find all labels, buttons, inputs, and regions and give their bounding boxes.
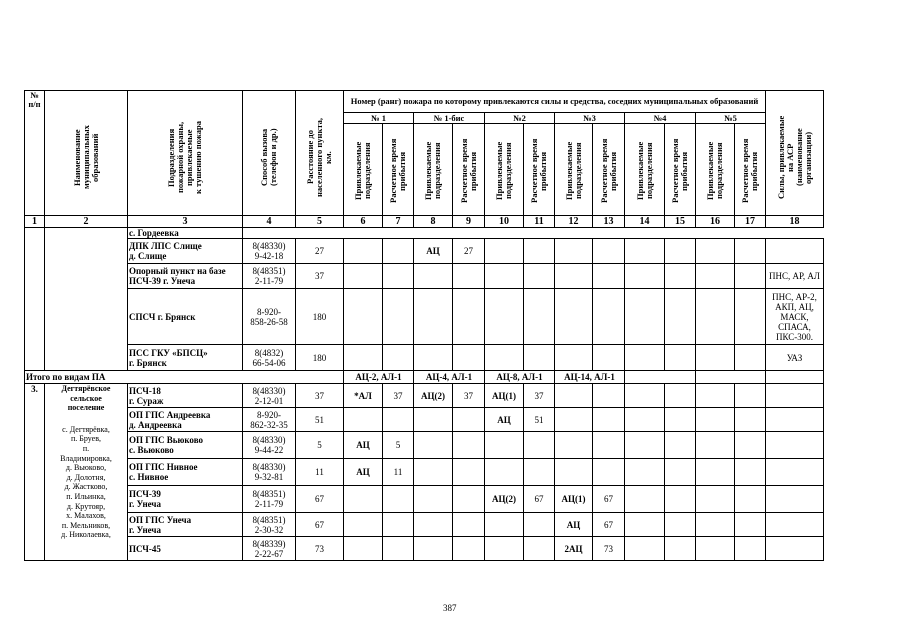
rank1-unit-cell <box>344 486 383 513</box>
column-number: 7 <box>383 216 414 228</box>
table-row <box>25 289 824 345</box>
rank4-time-cell <box>665 408 696 432</box>
distance-cell: 37 <box>296 264 344 289</box>
summary-asr <box>766 371 824 384</box>
rank5-time-cell <box>735 345 766 371</box>
rank3-time-cell: 73 <box>593 537 625 561</box>
distance-cell: 51 <box>296 408 344 432</box>
column-number-row <box>25 216 824 228</box>
table-row <box>25 486 824 513</box>
column-number: 18 <box>766 216 824 228</box>
rank1bis-unit-cell <box>414 459 453 486</box>
rank4-unit-cell <box>625 264 665 289</box>
rank4-time-cell <box>665 239 696 264</box>
rank3-time-cell <box>593 408 625 432</box>
rank1-time-cell: 11 <box>383 459 414 486</box>
rank4-time-cell <box>665 432 696 459</box>
table-row <box>25 264 824 289</box>
rank5-time-cell <box>735 432 766 459</box>
header-fire-units: Подразделения пожарной охраны, привлекаемые к тушению пожара <box>128 91 243 216</box>
rank3-unit-cell <box>555 432 593 459</box>
asr-cell <box>766 459 824 486</box>
fire-unit-cell: ОП ГПС Вьюково с. Вьюково <box>128 432 243 459</box>
rank1-unit-cell <box>344 264 383 289</box>
rank4-unit-cell <box>625 486 665 513</box>
rank1bis-unit-cell <box>414 264 453 289</box>
rank3-unit-cell <box>555 239 593 264</box>
rank1bis-unit-cell: АЦ(2) <box>414 384 453 408</box>
column-number: 17 <box>735 216 766 228</box>
rank4-unit-cell <box>625 459 665 486</box>
rank3-unit-cell <box>555 264 593 289</box>
table-row <box>25 239 824 264</box>
rank1bis-unit-cell <box>414 513 453 537</box>
header-units-r1bis: Привлекаемые подразделения <box>414 124 453 216</box>
rank1bis-unit-cell <box>414 408 453 432</box>
table-row <box>25 228 824 239</box>
rank2-time-cell: 67 <box>524 486 555 513</box>
asr-cell: УАЗ <box>766 345 824 371</box>
rank2-unit-cell: АЦ <box>485 408 524 432</box>
column-number: 4 <box>243 216 296 228</box>
fire-unit-cell: ОП ГПС Нивное с. Нивное <box>128 459 243 486</box>
rank5-unit-cell <box>696 384 735 408</box>
summary-rank1bis: АЦ-4, АЛ-1 <box>414 371 485 384</box>
header-rank-5: №5 <box>696 113 766 124</box>
page-number: 387 <box>443 603 457 613</box>
rank1bis-time-cell: 37 <box>453 384 485 408</box>
distance-cell: 67 <box>296 513 344 537</box>
rank1-time-cell <box>383 408 414 432</box>
rank1-unit-cell: АЦ <box>344 432 383 459</box>
rank2-time-cell <box>524 459 555 486</box>
rank5-time-cell <box>735 384 766 408</box>
header-time-r3: Расчетное время прибытия <box>593 124 625 216</box>
municipality-name: Дегтярёвское сельское поселение <box>61 384 111 413</box>
header-time-r5: Расчетное время прибытия <box>735 124 766 216</box>
rank2-unit-cell <box>485 513 524 537</box>
table-row <box>25 384 824 408</box>
column-number: 11 <box>524 216 555 228</box>
distance-cell: 5 <box>296 432 344 459</box>
rank4-time-cell <box>665 537 696 561</box>
header-units-r2: Привлекаемые подразделения <box>485 124 524 216</box>
fire-unit-cell: с. Гордеевка <box>128 228 243 239</box>
rank1bis-unit-cell: АЦ <box>414 239 453 264</box>
rank2-time-cell <box>524 537 555 561</box>
municipality-cell <box>45 384 128 561</box>
table-row <box>25 432 824 459</box>
column-number: 10 <box>485 216 524 228</box>
rank5-unit-cell <box>696 486 735 513</box>
asr-cell: ПНС, АР, АЛ <box>766 264 824 289</box>
summary-rank3: АЦ-14, АЛ-1 <box>555 371 625 384</box>
rank2-time-cell <box>524 289 555 345</box>
header-rank-2: №2 <box>485 113 555 124</box>
rank1bis-time-cell <box>453 486 485 513</box>
rank5-time-cell <box>735 264 766 289</box>
phone-cell: 8(48330) 2-12-01 <box>243 384 296 408</box>
header-units-r1: Привлекаемые подразделения <box>344 124 383 216</box>
phone-cell: 8(48351) 2-11-79 <box>243 486 296 513</box>
rank1bis-time-cell <box>453 408 485 432</box>
summary-rank2: АЦ-8, АЛ-1 <box>485 371 555 384</box>
asr-cell <box>766 537 824 561</box>
table-row <box>25 537 824 561</box>
rank1bis-time-cell <box>453 345 485 371</box>
phone-cell: 8(48351) 2-30-32 <box>243 513 296 537</box>
rank1-unit-cell: АЦ <box>344 459 383 486</box>
distance-cell: 180 <box>296 289 344 345</box>
rank2-time-cell: 51 <box>524 408 555 432</box>
fire-unit-cell: Опорный пункт на базе ПСЧ-39 г. Унеча <box>128 264 243 289</box>
rank2-time-cell: 37 <box>524 384 555 408</box>
table-row <box>25 513 824 537</box>
asr-cell: ПНС, АР-2, АКП, АЦ, МАСК, СПАСА, ПКС-300. <box>766 289 824 345</box>
rank1-time-cell <box>383 537 414 561</box>
rank3-unit-cell <box>555 345 593 371</box>
rank4-unit-cell <box>625 384 665 408</box>
header-time-r4: Расчетное время прибытия <box>665 124 696 216</box>
fire-unit-cell: ПСС ГКУ «БПСЦ» г. Брянск <box>128 345 243 371</box>
header-time-r1bis: Расчетное время прибытия <box>453 124 485 216</box>
rank4-time-cell <box>665 459 696 486</box>
phone-cell: 8(48339) 2-22-67 <box>243 537 296 561</box>
phone-cell: 8(48330) 9-44-22 <box>243 432 296 459</box>
rank3-unit-cell: АЦ(1) <box>555 486 593 513</box>
rank4-unit-cell <box>625 239 665 264</box>
distance-cell: 180 <box>296 345 344 371</box>
rank1-time-cell <box>383 239 414 264</box>
rank4-unit-cell <box>625 408 665 432</box>
rank2-unit-cell <box>485 537 524 561</box>
rank1bis-time-cell <box>453 432 485 459</box>
rank3-time-cell <box>593 289 625 345</box>
header-municipality: Наименование муниципальных образований <box>45 91 128 216</box>
rank1-unit-cell <box>344 345 383 371</box>
rank2-unit-cell <box>485 345 524 371</box>
rank2-unit-cell <box>485 289 524 345</box>
rank1bis-unit-cell <box>414 289 453 345</box>
rank4-unit-cell <box>625 537 665 561</box>
rank5-time-cell <box>735 513 766 537</box>
rank1bis-time-cell <box>453 289 485 345</box>
header-units-r4: Привлекаемые подразделения <box>625 124 665 216</box>
municipality-empty <box>45 228 128 371</box>
summary-rank5 <box>696 371 766 384</box>
fire-unit-cell: ОП ГПС Унеча г. Унеча <box>128 513 243 537</box>
header-call-method: Способ вызова (телефон и др.) <box>243 91 296 216</box>
rank5-unit-cell <box>696 264 735 289</box>
rank3-time-cell <box>593 264 625 289</box>
rank5-unit-cell <box>696 432 735 459</box>
rank5-time-cell <box>735 408 766 432</box>
rank1bis-unit-cell <box>414 432 453 459</box>
header-time-r1: Расчетное время прибытия <box>383 124 414 216</box>
rank5-unit-cell <box>696 289 735 345</box>
summary-label: Итого по видам ПА <box>25 371 344 384</box>
rank5-unit-cell <box>696 513 735 537</box>
distance-cell: 73 <box>296 537 344 561</box>
header-rank-1bis: № 1-бис <box>414 113 485 124</box>
rank3-time-cell: 67 <box>593 486 625 513</box>
header-num: № п/п <box>25 91 45 216</box>
fire-resources-table <box>24 90 824 561</box>
asr-cell <box>766 486 824 513</box>
rank4-unit-cell <box>625 513 665 537</box>
asr-cell <box>766 408 824 432</box>
fire-unit-cell: СПСЧ г. Брянск <box>128 289 243 345</box>
rank5-unit-cell <box>696 345 735 371</box>
rank4-unit-cell <box>625 345 665 371</box>
phone-cell: 8(48351) 2-11-79 <box>243 264 296 289</box>
rank1bis-time-cell <box>453 459 485 486</box>
fire-unit-cell: ДПК ЛПС Слище д. Слище <box>128 239 243 264</box>
rank1bis-time-cell <box>453 537 485 561</box>
phone-cell: 8(48330) 9-42-18 <box>243 239 296 264</box>
column-number: 6 <box>344 216 383 228</box>
section-number: 3. <box>25 384 45 561</box>
header-rank-1: № 1 <box>344 113 414 124</box>
phone-cell: 8-920- 862-32-35 <box>243 408 296 432</box>
rank1bis-time-cell: 27 <box>453 239 485 264</box>
rank1-unit-cell: *АЛ <box>344 384 383 408</box>
table-row <box>25 408 824 432</box>
summary-rank1: АЦ-2, АЛ-1 <box>344 371 414 384</box>
empty-span <box>243 228 824 239</box>
rank1-unit-cell <box>344 513 383 537</box>
rank3-unit-cell: АЦ <box>555 513 593 537</box>
asr-cell <box>766 513 824 537</box>
rank2-unit-cell <box>485 239 524 264</box>
rank1-unit-cell <box>344 239 383 264</box>
table-row <box>25 345 824 371</box>
rank1-time-cell <box>383 264 414 289</box>
rank5-unit-cell <box>696 408 735 432</box>
rank3-time-cell <box>593 459 625 486</box>
phone-cell: 8(48330) 9-32-81 <box>243 459 296 486</box>
rank2-time-cell <box>524 345 555 371</box>
rank3-time-cell: 67 <box>593 513 625 537</box>
rank1-time-cell <box>383 345 414 371</box>
rank5-time-cell <box>735 239 766 264</box>
column-number: 15 <box>665 216 696 228</box>
row-num-empty <box>25 228 45 371</box>
header-rank-group: Номер (ранг) пожара по которому привлекаются силы и средства, соседних муниципальных образований <box>344 91 766 113</box>
rank2-unit-cell <box>485 264 524 289</box>
column-number: 2 <box>45 216 128 228</box>
column-number: 12 <box>555 216 593 228</box>
rank4-unit-cell <box>625 432 665 459</box>
summary-rank4 <box>625 371 696 384</box>
rank1-unit-cell <box>344 408 383 432</box>
phone-cell: 8-920- 858-26-58 <box>243 289 296 345</box>
rank2-time-cell <box>524 513 555 537</box>
fire-unit-cell: ПСЧ-45 <box>128 537 243 561</box>
rank1-time-cell <box>383 513 414 537</box>
rank1bis-unit-cell <box>414 345 453 371</box>
header-units-r3: Привлекаемые подразделения <box>555 124 593 216</box>
rank4-time-cell <box>665 513 696 537</box>
rank4-unit-cell <box>625 289 665 345</box>
rank4-time-cell <box>665 264 696 289</box>
rank1-time-cell: 37 <box>383 384 414 408</box>
header-time-r2: Расчетное время прибытия <box>524 124 555 216</box>
rank3-unit-cell <box>555 459 593 486</box>
rank1-time-cell <box>383 486 414 513</box>
column-number: 9 <box>453 216 485 228</box>
rank3-unit-cell: 2АЦ <box>555 537 593 561</box>
rank2-unit-cell <box>485 432 524 459</box>
rank4-time-cell <box>665 384 696 408</box>
column-number: 8 <box>414 216 453 228</box>
distance-cell: 27 <box>296 239 344 264</box>
asr-cell <box>766 239 824 264</box>
fire-resources-table-page <box>24 90 824 561</box>
header-units-r5: Привлекаемые подразделения <box>696 124 735 216</box>
rank1bis-time-cell <box>453 513 485 537</box>
rank2-unit-cell: АЦ(1) <box>485 384 524 408</box>
rank1-time-cell: 5 <box>383 432 414 459</box>
rank3-unit-cell <box>555 289 593 345</box>
rank1bis-unit-cell <box>414 537 453 561</box>
rank3-unit-cell <box>555 408 593 432</box>
header-distance: Расстояние до населенного пункта, км. <box>296 91 344 216</box>
asr-cell <box>766 384 824 408</box>
rank1-time-cell <box>383 289 414 345</box>
rank4-time-cell <box>665 345 696 371</box>
distance-cell: 11 <box>296 459 344 486</box>
rank1-unit-cell <box>344 289 383 345</box>
rank3-time-cell <box>593 345 625 371</box>
rank5-time-cell <box>735 459 766 486</box>
fire-unit-cell: ОП ГПС Андреевка д. Андреевка <box>128 408 243 432</box>
column-number: 1 <box>25 216 45 228</box>
rank3-time-cell <box>593 384 625 408</box>
rank4-time-cell <box>665 289 696 345</box>
rank5-time-cell <box>735 289 766 345</box>
rank4-time-cell <box>665 486 696 513</box>
column-number: 16 <box>696 216 735 228</box>
header-rank-3: №3 <box>555 113 625 124</box>
column-number: 5 <box>296 216 344 228</box>
fire-unit-cell: ПСЧ-39 г. Унеча <box>128 486 243 513</box>
rank2-time-cell <box>524 239 555 264</box>
rank5-unit-cell <box>696 239 735 264</box>
table-row <box>25 459 824 486</box>
rank5-unit-cell <box>696 537 735 561</box>
fire-unit-cell: ПСЧ-18 г. Сураж <box>128 384 243 408</box>
rank5-time-cell <box>735 486 766 513</box>
column-number: 14 <box>625 216 665 228</box>
rank2-time-cell <box>524 432 555 459</box>
column-number: 13 <box>593 216 625 228</box>
rank1bis-time-cell <box>453 264 485 289</box>
rank2-unit-cell: АЦ(2) <box>485 486 524 513</box>
rank2-time-cell <box>524 264 555 289</box>
municipality-villages: с. Дегтярёвка, п. Бруев, п. Владимировка, д. Вьюково, д. Долотня, д. Жастково, п. Ильинка, д. Крутояр, х. Малахов, п. Мельников, д. Николаевка, <box>60 424 112 540</box>
rank3-time-cell <box>593 432 625 459</box>
column-number: 3 <box>128 216 243 228</box>
rank2-unit-cell <box>485 459 524 486</box>
rank1bis-unit-cell <box>414 486 453 513</box>
phone-cell: 8(4832) 66-54-06 <box>243 345 296 371</box>
rank1-unit-cell <box>344 537 383 561</box>
rank3-time-cell <box>593 239 625 264</box>
distance-cell: 67 <box>296 486 344 513</box>
asr-cell <box>766 432 824 459</box>
rank5-time-cell <box>735 537 766 561</box>
distance-cell: 37 <box>296 384 344 408</box>
header-asr-forces: Силы, привлекаемые на АСР (наименование организации) <box>766 91 824 216</box>
header-rank-4: №4 <box>625 113 696 124</box>
summary-row <box>25 371 824 384</box>
rank5-unit-cell <box>696 459 735 486</box>
rank3-unit-cell <box>555 384 593 408</box>
